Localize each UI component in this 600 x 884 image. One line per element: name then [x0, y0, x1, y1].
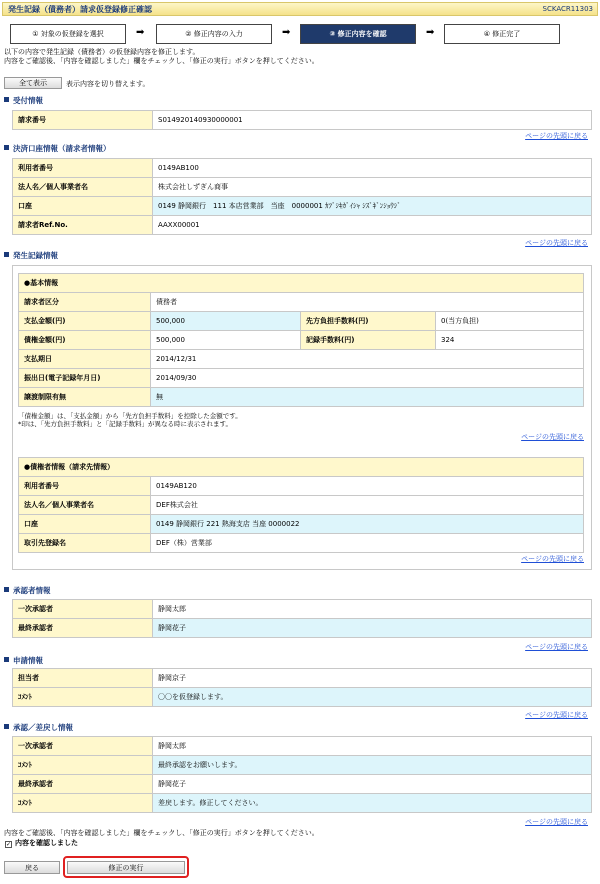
execute-modify-button[interactable]: 修正の実行 — [67, 861, 185, 874]
table-row: 譲渡制限有無 無 — [19, 388, 584, 407]
table-row: 一次承認者 静岡太郎 — [13, 600, 592, 619]
table-row: ｺﾒﾝﾄ 差戻します。修正してください。 — [13, 794, 592, 813]
back-to-top-link[interactable]: ページの先頭に戻る — [521, 555, 584, 563]
show-all-description: 表示内容を切り替えます。 — [66, 80, 150, 88]
table-row: 利用者番号 0149AB120 — [19, 477, 584, 496]
creditor-info-table — [18, 457, 584, 553]
table-row: 法人名／個人事業者名 株式会社しずぎん商事 — [13, 178, 592, 197]
page-title: 発生記録（債務者）請求仮登録修正確認 — [8, 5, 152, 14]
table-row: 担当者 静岡京子 — [13, 669, 592, 688]
table-row — [19, 274, 584, 293]
creditor-info-header: ●債権者情報（請求先情報） — [19, 458, 584, 477]
back-to-top-link[interactable]: ページの先頭に戻る — [525, 132, 588, 140]
section-square-icon — [4, 657, 9, 662]
step-arrow-icon: ➡ — [426, 27, 435, 38]
table-row: 振出日(電子記録年月日) 2014/09/30 — [19, 369, 584, 388]
step-3-current: ③ 修正内容を確認 — [300, 24, 416, 44]
account-table — [12, 158, 592, 235]
table-row: ｺﾒﾝﾄ 〇〇を仮登録します。 — [13, 688, 592, 707]
application-table — [12, 668, 592, 707]
approval-return-table — [12, 736, 592, 813]
amount-note: 「債権金額」は、「支払金額」から「先方負担手数料」を控除した金額です。 *印は、「先方負担手数料」と「記録手数料」が異なる時に表示されます。 — [18, 412, 242, 428]
section-approval-return-title: 承認／差戻し情報 — [4, 722, 73, 733]
confirm-checkbox-label: 内容を確認しました — [15, 839, 78, 847]
receipt-table — [12, 110, 592, 130]
back-to-top-link[interactable]: ページの先頭に戻る — [525, 818, 588, 826]
section-square-icon — [4, 145, 9, 150]
table-row: 支払期日 2014/12/31 — [19, 350, 584, 369]
table-row: 口座 0149 静岡銀行 221 熱海支店 当座 0000022 — [19, 515, 584, 534]
table-row: 法人名／個人事業者名 DEF株式会社 — [19, 496, 584, 515]
show-all-button[interactable]: 全て表示 — [4, 77, 62, 89]
step-indicator — [10, 24, 590, 44]
step-2: ② 修正内容の入力 — [156, 24, 272, 44]
section-square-icon — [4, 724, 9, 729]
confirm-checkbox[interactable]: ✓ — [6, 841, 12, 848]
confirm-checkbox-row[interactable] — [5, 838, 78, 848]
table-row: 債権金額(円) 500,000 記録手数料(円) 324 — [19, 331, 584, 350]
table-row: 請求者区分 債務者 — [19, 293, 584, 312]
section-square-icon — [4, 252, 9, 257]
section-approvers-title: 承認者情報 — [4, 585, 51, 596]
table-row: 一次承認者 静岡太郎 — [13, 737, 592, 756]
intro-text: 以下の内容で発生記録（債務者）の仮登録内容を修正します。 内容をご確認後、「内容を確認しました」欄をチェックし、「修正の実行」ボタンを押してください。 — [4, 48, 319, 65]
table-row: 最終承認者 静岡花子 — [13, 619, 592, 638]
section-record-title: 発生記録情報 — [4, 250, 58, 261]
back-to-top-link[interactable]: ページの先頭に戻る — [525, 643, 588, 651]
table-row: 利用者番号 0149AB100 — [13, 159, 592, 178]
table-row: 取引先登録名 DEF（株）営業部 — [19, 534, 584, 553]
title-bar — [2, 2, 598, 16]
back-to-top-link[interactable]: ページの先頭に戻る — [521, 433, 584, 441]
step-1: ① 対象の仮登録を選択 — [10, 24, 126, 44]
request-number-label: 請求番号 — [13, 111, 153, 130]
section-application-title: 申請情報 — [4, 655, 43, 666]
table-row: 口座 0149 静岡銀行 111 本店営業部 当座 0000001 ｶﾌﾞｼｷｶﾞｲｼｬ ｼｽﾞｷﾞﾝｼｮｳｼﾞ — [13, 197, 592, 216]
back-to-top-link[interactable]: ページの先頭に戻る — [525, 711, 588, 719]
back-to-top-link[interactable]: ページの先頭に戻る — [525, 239, 588, 247]
section-square-icon — [4, 587, 9, 592]
step-4: ④ 修正完了 — [444, 24, 560, 44]
step-arrow-icon: ➡ — [282, 27, 291, 38]
table-row: 最終承認者 静岡花子 — [13, 775, 592, 794]
section-account-title: 決済口座情報（請求者情報） — [4, 143, 111, 154]
table-row — [19, 458, 584, 477]
approvers-table — [12, 599, 592, 638]
table-row: 請求者Ref.No. AAXX00001 — [13, 216, 592, 235]
screen-id: SCKACR11303 — [542, 5, 593, 13]
request-number-value: S014920140930000001 — [153, 111, 592, 130]
table-row: ｺﾒﾝﾄ 最終承認をお願いします。 — [13, 756, 592, 775]
section-receipt-title: 受付情報 — [4, 95, 43, 106]
table-row — [13, 111, 592, 130]
step-arrow-icon: ➡ — [136, 27, 145, 38]
basic-info-header: ●基本情報 — [19, 274, 584, 293]
back-button[interactable]: 戻る — [4, 861, 60, 874]
basic-info-table — [18, 273, 584, 407]
table-row: 支払金額(円) 500,000 先方負担手数料(円) 0(当方負担) — [19, 312, 584, 331]
section-square-icon — [4, 97, 9, 102]
footer-instruction: 内容をご確認後、「内容を確認しました」欄をチェックし、「修正の実行」ボタンを押してください。 — [4, 829, 319, 837]
